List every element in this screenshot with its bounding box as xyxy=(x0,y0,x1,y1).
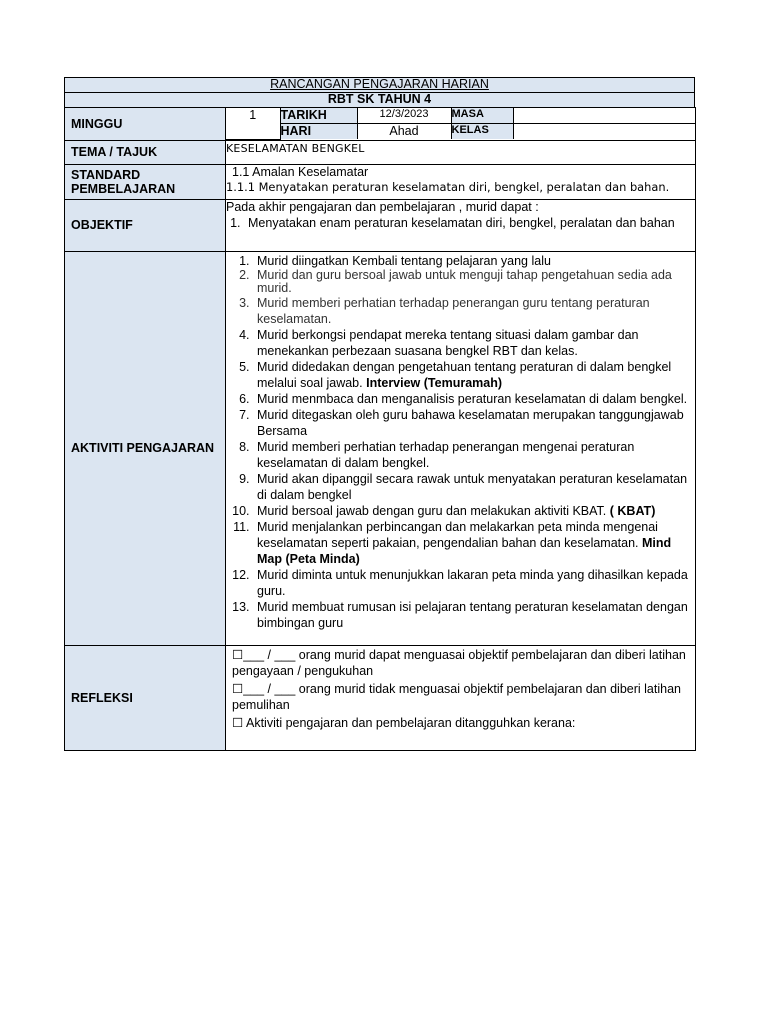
standard-label: STANDARD PEMBELAJARAN xyxy=(65,164,226,199)
minggu-value: 1 xyxy=(226,108,280,139)
document-title: RANCANGAN PENGAJARAN HARIAN xyxy=(64,77,695,92)
list-item: 13. Murid membuat rumusan isi pelajaran tentang peraturan keselamatan dengan bimbingan guru xyxy=(253,599,690,631)
list-item: 11. Murid menjalankan perbincangan dan melakarkan peta minda mengenai keselamatan seperti pakaian, pengendalian bahan dan keselamatan. Mind Map (Peta Minda) xyxy=(253,519,690,567)
mind-map-tag: Mind Map (Peta Minda) xyxy=(257,535,672,566)
refleksi-label: REFLEKSI xyxy=(65,645,226,750)
interview-tag: Interview (Temuramah) xyxy=(366,375,503,390)
hari-value: Ahad xyxy=(357,124,451,140)
lesson-plan-table xyxy=(64,107,696,751)
refleksi-line-2: ☐___ / ___ orang murid tidak menguasai objektif pembelajaran dan diberi latihan pemulihan xyxy=(232,681,681,712)
kelas-value xyxy=(513,124,695,140)
objektif-item: 1. Menyatakan enam peraturan keselamatan diri, bengkel, peralatan dan bahan xyxy=(244,215,695,231)
aktiviti-row xyxy=(65,251,696,645)
list-item: 8. Murid memberi perhatian terhadap penerangan mengenai peraturan keselamatan di dalam bengkel. xyxy=(253,439,690,471)
list-item: 1. Murid diingatkan Kembali tentang pelajaran yang lalu xyxy=(253,253,690,269)
list-item: 6. Murid menmbaca dan menganalisis peraturan keselamatan di dalam bengkel. xyxy=(253,391,690,407)
tema-value: KESELAMATAN BENGKEL xyxy=(226,140,696,164)
list-item: 3. Murid memberi perhatian terhadap penerangan guru tentang peraturan keselamatan. xyxy=(253,295,690,327)
document-subtitle: RBT SK TAHUN 4 xyxy=(64,92,695,108)
list-item: 4. Murid berkongsi pendapat mereka tentang situasi dalam gambar dan menekankan perbezaan suasana bengkel RBT dan kelas. xyxy=(253,327,690,359)
refleksi-line-3: ☐ Aktiviti pengajaran dan pembelajaran ditangguhkan kerana: xyxy=(232,715,576,730)
refleksi-row xyxy=(65,645,696,750)
list-item: 2. Murid dan guru bersoal jawab untuk menguji tahap pengetahuan sedia ada murid. xyxy=(253,269,690,295)
list-item: 10. Murid bersoal jawab dengan guru dan melakukan aktiviti KBAT. ( KBAT) xyxy=(253,503,690,519)
refleksi-line-1: ☐___ / ___ orang murid dapat menguasai objektif pembelajaran dan diberi latihan pengayaan / pengukuhan xyxy=(232,647,686,678)
masa-label: MASA xyxy=(451,108,513,124)
standard-line-2: 1.1.1 Menyatakan peraturan keselamatan diri, bengkel, peralatan dan bahan. xyxy=(226,179,670,194)
tarikh-label: TARIKH xyxy=(280,108,357,124)
aktiviti-label: AKTIVITI PENGAJARAN xyxy=(65,251,226,645)
list-item: 9. Murid akan dipanggil secara rawak untuk menyatakan peraturan keselamatan di dalam bengkel xyxy=(253,471,690,503)
kbat-tag: ( KBAT) xyxy=(609,503,656,518)
list-item: 12. Murid diminta untuk menunjukkan lakaran peta minda yang dihasilkan kepada guru. xyxy=(253,567,690,599)
kelas-label: KELAS xyxy=(451,124,513,140)
objektif-row xyxy=(65,199,696,251)
tema-label: TEMA / TAJUK xyxy=(65,140,226,164)
standard-line-1: 1.1 Amalan Keselamatar xyxy=(232,164,369,179)
masa-value xyxy=(513,108,695,124)
objektif-intro: Pada akhir pengajaran dan pembelajaran , murid dapat : xyxy=(226,199,539,214)
hari-label: HARI xyxy=(280,124,357,140)
list-item: 5. Murid didedakan dengan pengetahuan tentang peraturan di dalam bengkel melalui soal jawab. Interview (Temuramah) xyxy=(253,359,690,391)
objektif-label: OBJEKTIF xyxy=(65,199,226,251)
tema-row xyxy=(65,140,696,164)
minggu-row xyxy=(65,108,696,141)
minggu-label: MINGGU xyxy=(65,108,226,141)
date-time-grid xyxy=(226,108,695,140)
activity-list xyxy=(231,253,690,631)
standard-row xyxy=(65,164,696,199)
lesson-plan-page xyxy=(64,77,695,751)
tarikh-value: 12/3/2023 xyxy=(357,108,451,124)
list-item: 7. Murid ditegaskan oleh guru bahawa keselamatan merupakan tanggungjawab Bersama xyxy=(253,407,690,439)
